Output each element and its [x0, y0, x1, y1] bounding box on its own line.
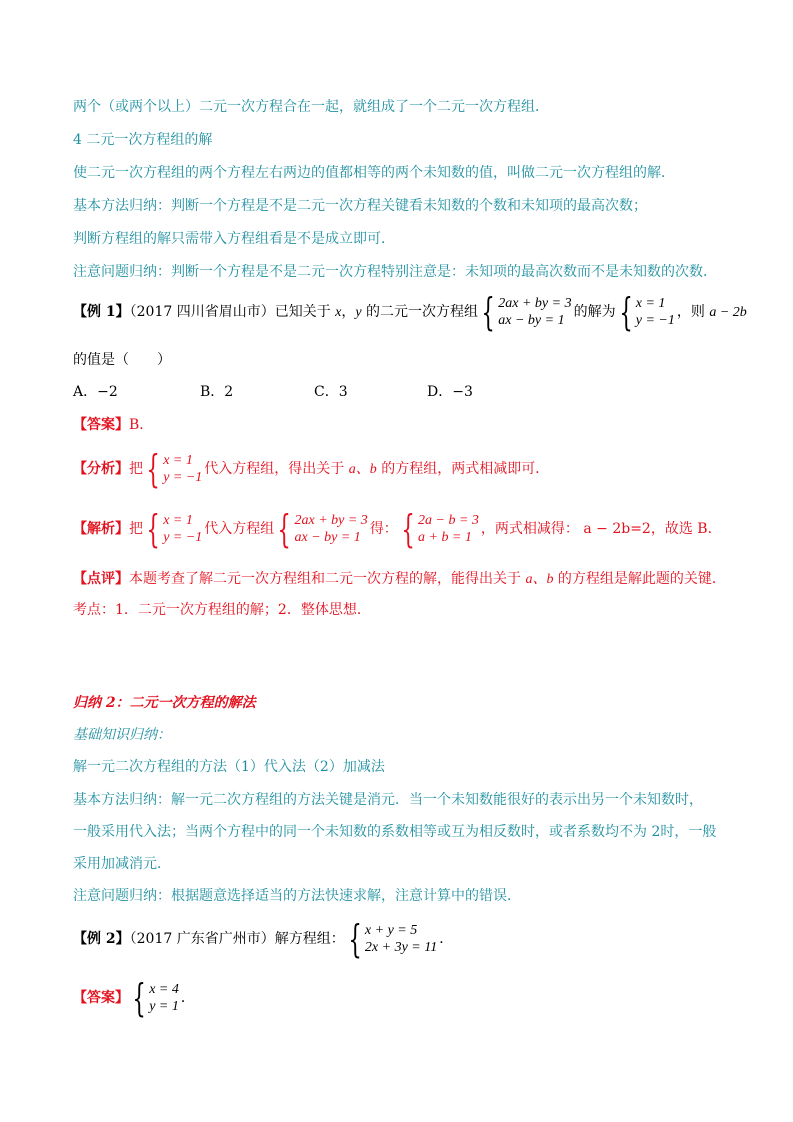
- comment-vars: a、b: [525, 572, 554, 587]
- example2-source: （2017 广东省广州市）: [129, 931, 275, 947]
- ex2-answer-y: y = 1: [149, 999, 179, 1014]
- analysis-eq-1: x = 1: [163, 453, 193, 468]
- var-x: x: [335, 305, 342, 320]
- solution-system-2: { 2ax + by = 3 ax − by = 1: [277, 507, 368, 551]
- option-a: A．−2: [73, 384, 118, 400]
- example1-text-d: ，则: [676, 304, 710, 320]
- example2-question: [73, 917, 453, 961]
- sol2-eq-1: 2ax + by = 3: [294, 513, 368, 528]
- solution-y: y = −1: [635, 313, 675, 328]
- example1-answer: [73, 415, 153, 435]
- analysis-tag: 【分析】: [73, 461, 129, 477]
- solution-system-1: { x = 1 y = −1: [146, 507, 203, 551]
- example1-analysis: [73, 447, 549, 492]
- solution-system-3: { 2a − b = 3 a + b = 1: [401, 507, 479, 551]
- analysis-text-a: 把: [129, 461, 143, 477]
- example2-text: 解方程组：: [274, 931, 345, 947]
- sol3-eq-2: a + b = 1: [418, 530, 472, 545]
- comma: ，: [341, 304, 356, 320]
- method-continuation-line: 判断方程组的解只需带入方程组看是不是成立即可．: [73, 231, 395, 247]
- comment-tag: 【点评】: [73, 571, 129, 587]
- option-b: B．2: [200, 384, 234, 400]
- analysis-text-b: 代入方程组，得出关于: [204, 461, 349, 477]
- section2-methods: 解一元二次方程组的方法（1）代入法（2）加减法: [73, 759, 385, 775]
- analysis-system: { x = 1 y = −1: [146, 447, 203, 491]
- section2-title: 归纳 2：二元一次方程的解法: [73, 695, 256, 711]
- solution-text-c: 得：: [369, 521, 398, 537]
- ex2-answer-x: x = 4: [149, 982, 179, 997]
- example1-question-line2: 的值是（ ）: [73, 352, 171, 368]
- solution-text-b: 代入方程组: [204, 521, 275, 537]
- example2-tag: 【例 2】: [73, 931, 130, 947]
- example1-system: { 2ax + by = 3 ax − by = 1: [481, 290, 572, 334]
- example1-tag: 【例 1】: [73, 304, 130, 320]
- answer-tag: 【答案】: [73, 417, 129, 433]
- section2-basic: 基础知识归纳：: [73, 727, 171, 743]
- comment-text-a: 本题考查了解二元一次方程组和二元一次方程的解，能得出关于: [129, 571, 526, 587]
- definition-solution-line: 使二元一次方程组的两个方程左右两边的值都相等的两个未知数的值，叫做二元一次方程组的解．: [73, 165, 675, 181]
- solution-text-a: 把: [129, 521, 143, 537]
- section2-basic-method-2: 一般采用代入法；当两个方程中的同一个未知数的系数相等或互为相反数时，或者系数均不为 2时，一般: [73, 824, 717, 840]
- solution-x: x = 1: [635, 296, 666, 311]
- sol1-eq-2: y = −1: [163, 530, 203, 545]
- section2-attention: 注意问题归纳：根据题意选择适当的方法快速求解，注意计算中的错误．: [73, 888, 521, 904]
- example2-answer-system: { x = 4 y = 1: [132, 976, 179, 1020]
- example1-solution-text: [73, 507, 722, 551]
- example1-solution: { x = 1 y = −1: [619, 290, 675, 334]
- section2-basic-method-3: 采用加减消元．: [73, 856, 171, 872]
- example2-answer-tag: 【答案】: [73, 990, 129, 1006]
- option-c: C．3: [314, 384, 348, 400]
- example2-system: { x + y = 5 2x + 3y = 11: [348, 917, 438, 961]
- sol2-eq-2: ax − by = 1: [294, 530, 361, 545]
- system-eq-1: 2ax + by = 3: [498, 296, 572, 311]
- sol3-eq-1: 2a − b = 3: [418, 513, 479, 528]
- example1-text-a: 已知关于: [274, 304, 336, 320]
- analysis-vars: a、b: [348, 462, 377, 477]
- definition-system-line: 两个（或两个以上）二元一次方程合在一起，就组成了一个二元一次方程组．: [73, 99, 549, 115]
- example1-points: 考点：1．二元一次方程组的解；2．整体思想．: [73, 602, 371, 618]
- example1-comment: [73, 569, 726, 590]
- var-y: y: [355, 305, 362, 320]
- expr-a-2b: a − 2b: [709, 305, 747, 320]
- solution-text-d: ，两式相减得：: [480, 521, 579, 537]
- basic-method-line: 基本方法归纳：判断一个方程是不是二元一次方程关键看未知数的个数和未知项的最高次数；: [73, 198, 647, 214]
- example2-answer-end: ．: [180, 990, 195, 1006]
- option-d: D．−3: [427, 384, 473, 400]
- example2-period: ．: [439, 931, 454, 947]
- answer-value: B．: [129, 417, 154, 433]
- example1-question: [73, 290, 747, 335]
- ex2-eq-2: 2x + 3y = 11: [364, 940, 438, 955]
- solution-tag: 【解析】: [73, 521, 129, 537]
- section2-basic-method-1: 基本方法归纳：解一元二次方程组的方法关键是消元．当一个未知数能很好的表示出另一个未知数时，: [73, 792, 703, 808]
- solution-text-e: a − 2b=2，故选 B．: [578, 521, 722, 537]
- sol1-eq-1: x = 1: [163, 513, 193, 528]
- comment-text-b: 的方程组是解此题的关键．: [553, 571, 726, 587]
- ex2-eq-1: x + y = 5: [364, 923, 418, 938]
- example1-source: （2017 四川省眉山市）: [129, 304, 275, 320]
- heading-solution-of-system: 4 二元一次方程组的解: [73, 132, 213, 148]
- example1-text-b: 的二元一次方程组: [361, 304, 479, 320]
- example1-text-c: 的解为: [573, 304, 616, 320]
- attention-line: 注意问题归纳：判断一个方程是不是二元一次方程特别注意是：未知项的最高次数而不是未知数的次数．: [73, 264, 717, 280]
- system-eq-2: ax − by = 1: [498, 313, 565, 328]
- analysis-text-c: 的方程组，两式相减即可．: [376, 461, 550, 477]
- analysis-eq-2: y = −1: [163, 470, 203, 485]
- example2-answer: [73, 976, 195, 1020]
